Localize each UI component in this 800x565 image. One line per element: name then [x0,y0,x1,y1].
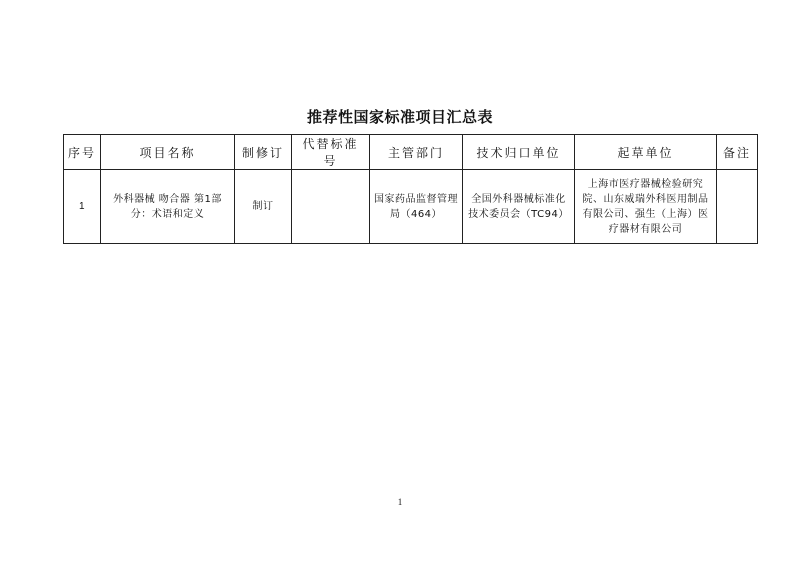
cell-revision-type: 制订 [235,170,292,244]
cell-drafting-units: 上海市医疗器械检验研究院、山东威瑞外科医用制品有限公司、强生（上海）医疗器材有限公司 [575,170,717,244]
header-technical-committee: 技术归口单位 [463,135,575,170]
cell-seq: 1 [64,170,101,244]
page-title: 推荐性国家标准项目汇总表 [306,108,493,126]
table-header-row [64,135,758,170]
header-replaced-standard: 代替标准号 [292,135,370,170]
cell-replaced-standard [292,170,370,244]
cell-technical-committee: 全国外科器械标准化技术委员会（TC94） [463,170,575,244]
cell-authority: 国家药品监督管理局（464） [370,170,463,244]
table-row [64,170,758,244]
summary-table [63,134,758,244]
header-remarks: 备注 [717,135,758,170]
header-authority: 主管部门 [370,135,463,170]
header-revision-type: 制修订 [235,135,292,170]
cell-project-name: 外科器械 吻合器 第1部分：术语和定义 [101,170,235,244]
cell-remarks [717,170,758,244]
header-seq: 序号 [64,135,101,170]
header-drafting-units: 起草单位 [575,135,717,170]
page-number: 1 [397,497,403,507]
header-project-name: 项目名称 [101,135,235,170]
